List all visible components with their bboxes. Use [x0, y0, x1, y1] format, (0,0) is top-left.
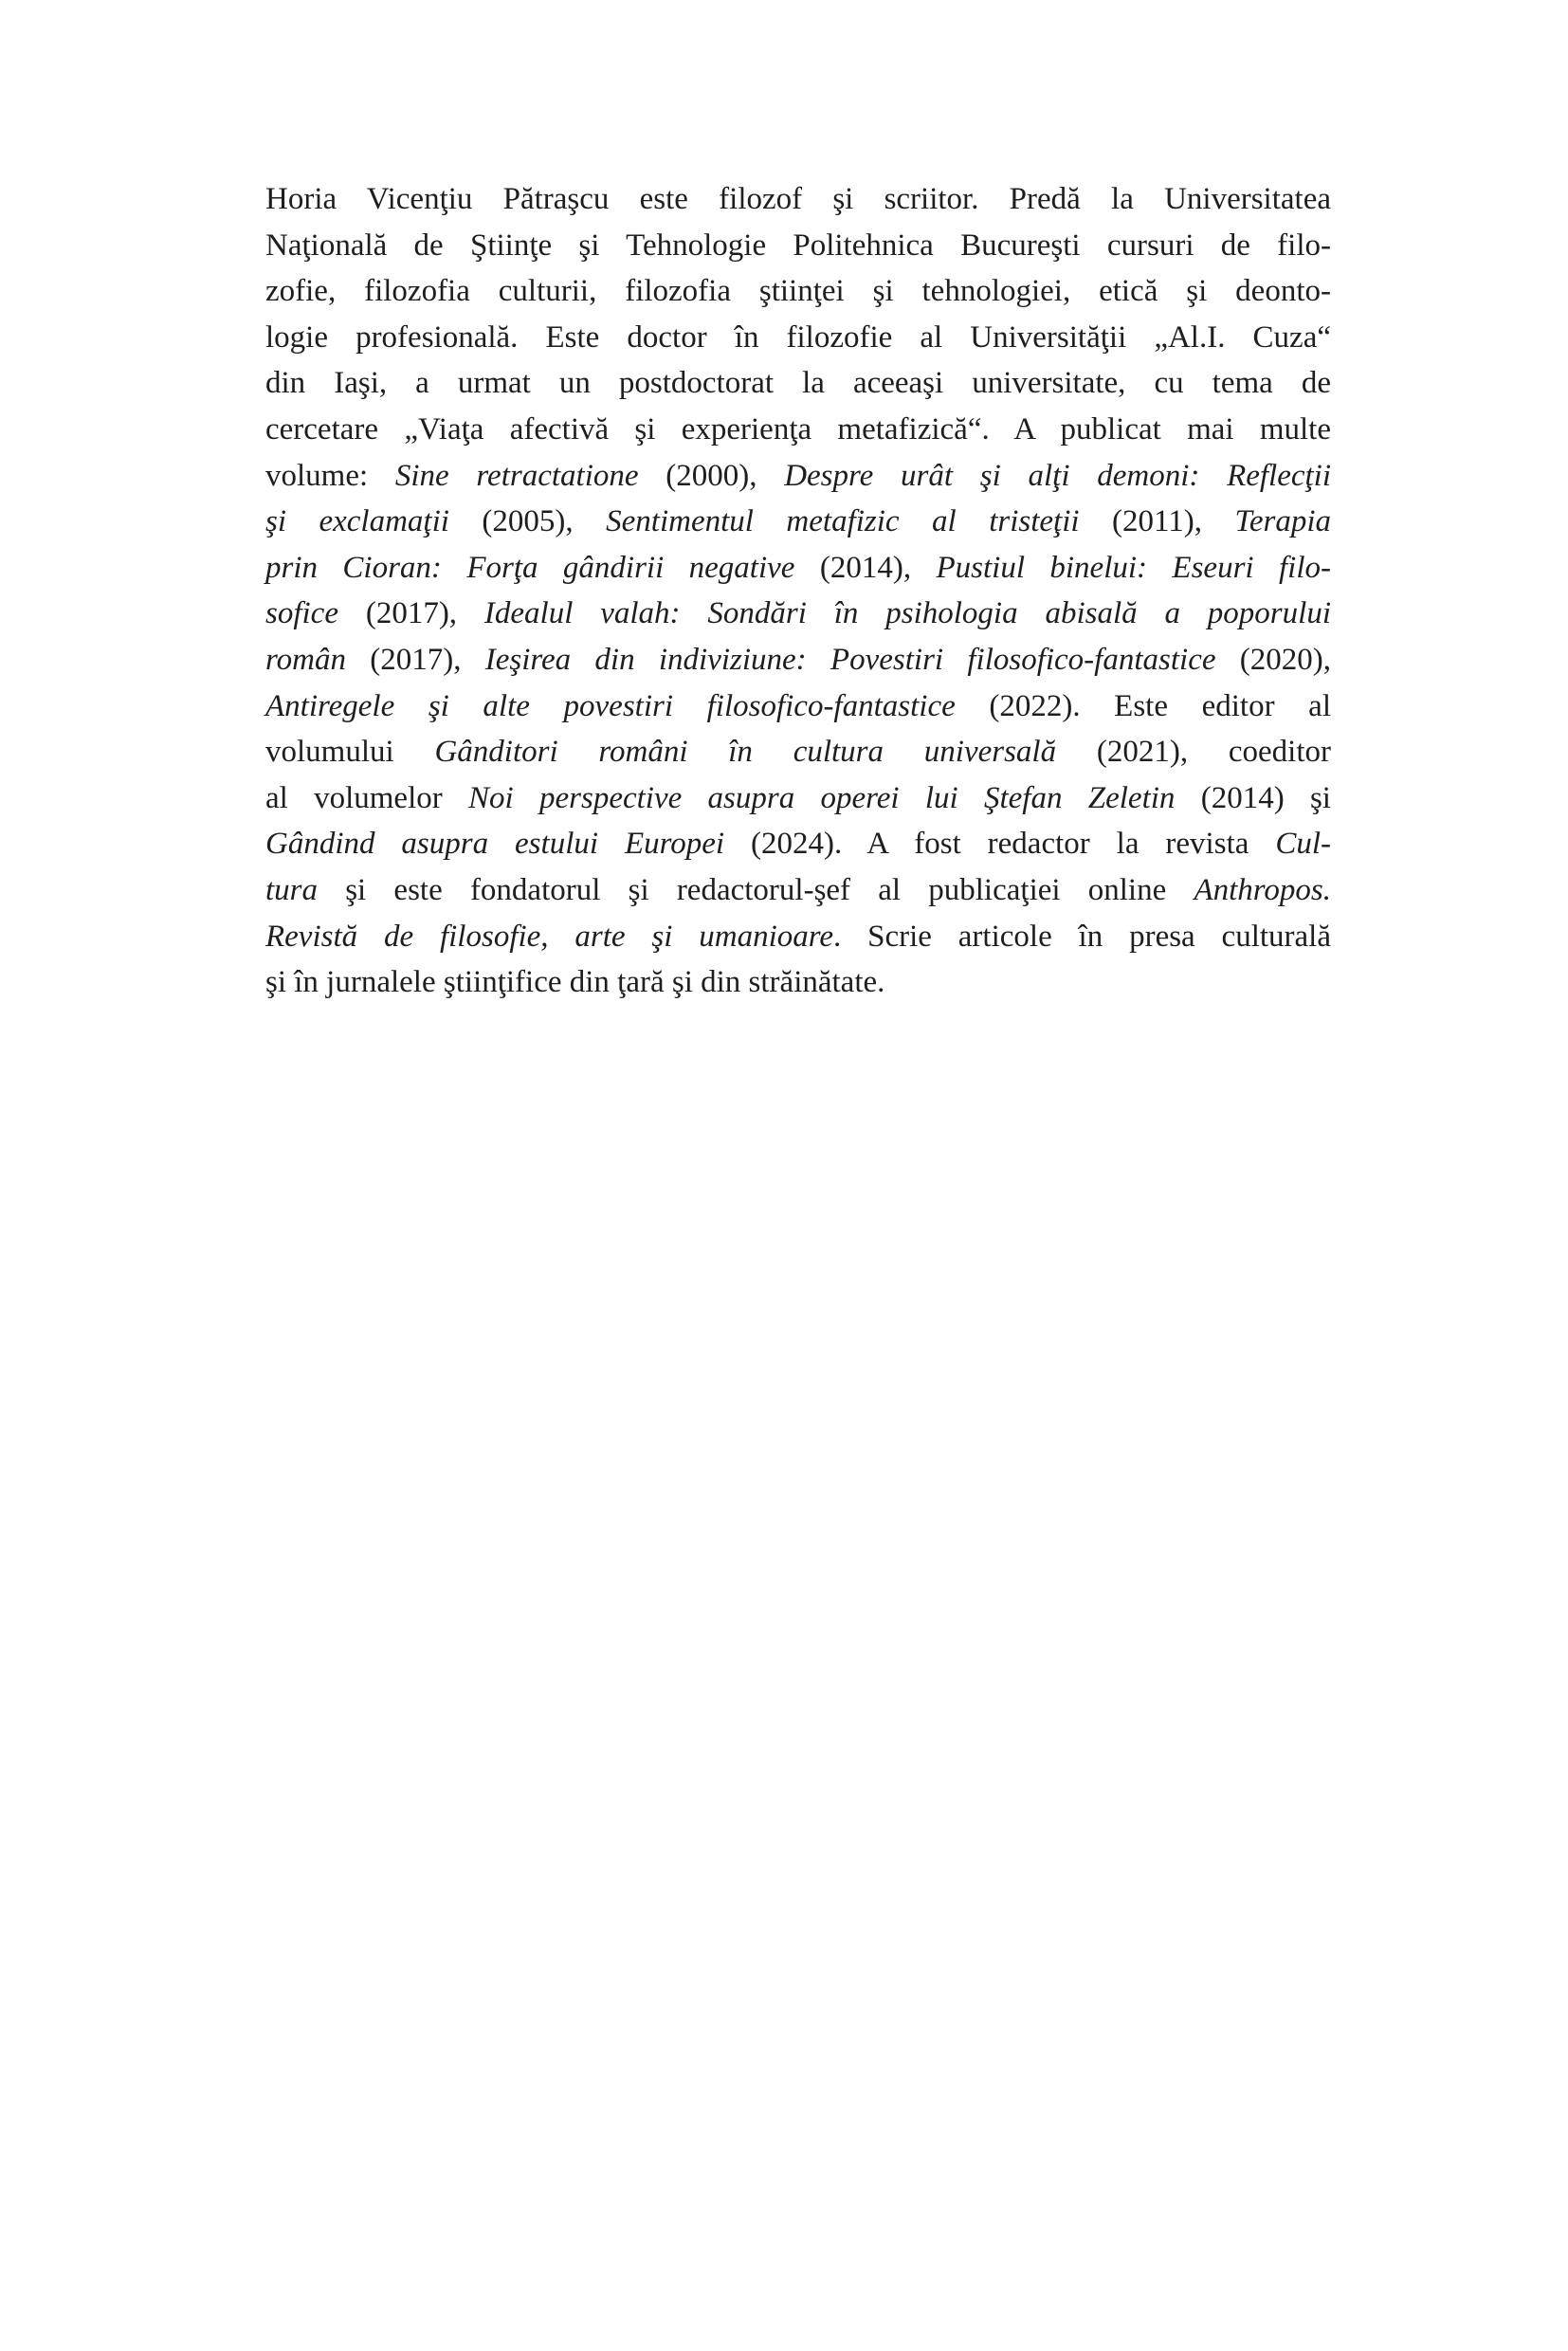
text-line [265, 867, 1331, 914]
text-line [265, 360, 1331, 407]
italic-title-text: Cul- [1275, 827, 1331, 862]
italic-title-text: şi exclamaţii [265, 504, 449, 539]
body-text: (2020), [1215, 642, 1332, 677]
italic-title-text: Gândind asupra estului Europei [265, 827, 725, 862]
body-text: (2014) şi [1175, 780, 1331, 815]
text-line [265, 453, 1331, 500]
text-line [265, 499, 1331, 545]
italic-title-text: Ieşirea din indiviziune: Povestiri filosofico-fantastice [484, 642, 1216, 677]
body-text: (2000), [638, 458, 785, 493]
body-text: (2005), [448, 504, 607, 539]
body-text: volumului [265, 735, 435, 770]
text-line [265, 591, 1331, 637]
body-text: (2021), coeditor [1056, 735, 1331, 770]
italic-title-text: Noi perspective asupra operei lui Ştefan Zeletin [468, 780, 1176, 815]
italic-title-text: sofice [265, 596, 338, 631]
italic-title-text: Pustiul binelui: Eseuri filo- [936, 550, 1331, 585]
text-line [265, 729, 1331, 775]
body-text: (2017), [345, 642, 485, 677]
body-text: din Iaşi, a urmat un postdoctorat la aceeaşi universitate, cu tema de [265, 366, 1331, 401]
italic-title-text: Anthropos. [1194, 872, 1331, 907]
text-line [265, 959, 1331, 1006]
text-line [265, 176, 1331, 223]
italic-title-text: Sentimentul metafizic al tristeţii [606, 504, 1080, 539]
body-text: al volumelor [265, 780, 469, 815]
italic-title-text: Revistă de filosofie, arte şi umanioare [265, 919, 834, 954]
body-text: cercetare „Viaţa afectivă şi experienţa metafizică“. A publicat mai multe [265, 411, 1331, 447]
body-text: (2011), [1079, 504, 1235, 539]
text-line [265, 268, 1331, 315]
text-line [265, 683, 1331, 730]
body-text: (2024). A fost redactor la revista [724, 827, 1276, 862]
body-text: volume: [265, 458, 395, 493]
text-line [265, 315, 1331, 361]
text-line [265, 775, 1331, 822]
body-text: (2017), [337, 596, 484, 631]
body-text: zofie, filozofia culturii, filozofia ştiinţei şi tehnologiei, etică şi deonto- [265, 274, 1331, 309]
text-line [265, 407, 1331, 453]
body-text: şi este fondatorul şi redactorul-şef al publicaţiei online [318, 872, 1194, 907]
body-text: (2014), [794, 550, 937, 585]
italic-title-text: Antiregele şi alte povestiri filosofico-fantastice [265, 688, 956, 723]
body-text: (2022). Este editor al [955, 688, 1331, 723]
text-line [265, 821, 1331, 867]
text-line [265, 545, 1331, 592]
author-biography [265, 176, 1331, 1006]
italic-title-text: tura [265, 872, 319, 907]
text-line [265, 914, 1331, 960]
body-text: şi în jurnalele ştiinţifice din ţară şi din străinătate. [265, 965, 885, 1000]
body-text: . Scrie articole în presa culturală [833, 919, 1331, 954]
italic-title-text: Idealul valah: Sondări în psihologia abisală a poporului [483, 596, 1331, 631]
text-line [265, 223, 1331, 269]
italic-title-text: Terapia [1234, 504, 1331, 539]
italic-title-text: Despre urât şi alţi demoni: Reflecţii [784, 458, 1332, 493]
italic-title-text: Gânditori români în cultura universală [434, 735, 1057, 770]
italic-title-text: Sine retractatione [394, 458, 639, 493]
body-text: Horia Vicenţiu Pătraşcu este filozof şi scriitor. Predă la Universitatea [265, 182, 1331, 216]
italic-title-text: român [265, 642, 346, 677]
body-text: Naţională de Ştiinţe şi Tehnologie Politehnica Bucureşti cursuri de filo- [265, 228, 1331, 263]
italic-title-text: prin Cioran: Forţa gândirii negative [265, 550, 795, 585]
text-line [265, 637, 1331, 683]
body-text: logie profesională. Este doctor în filozofie al Universităţii „Al.I. Cuza“ [265, 319, 1331, 355]
